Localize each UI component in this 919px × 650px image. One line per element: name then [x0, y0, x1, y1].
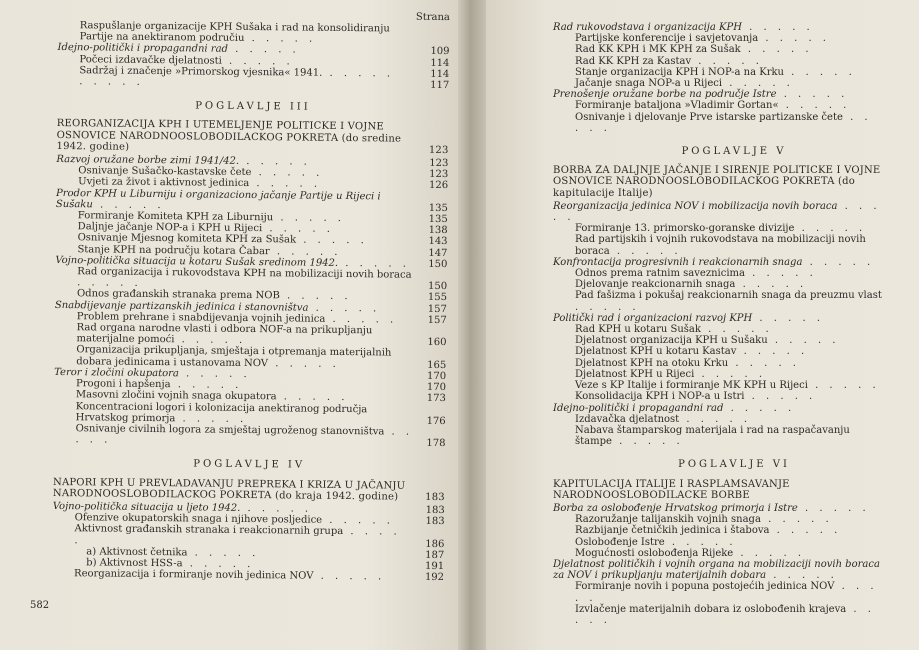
- toc-entry-page: 135: [428, 213, 448, 226]
- toc-entry-title: Konsolidacija KPH i NOP-a u Istri: [575, 391, 745, 403]
- leader-dots: . . . . .: [784, 66, 856, 78]
- toc-entry-page: 123: [429, 169, 449, 181]
- toc-entry-page: 109: [430, 46, 450, 58]
- toc-entry-title: Veze s KP Italije i formiranje MK KPH u Rijeci: [575, 380, 808, 392]
- toc-entry-title: Rad KK KPH i MK KPH za Sušak: [575, 44, 741, 56]
- toc-entry-title: Djelatnost KPH u kotaru Kastav: [575, 346, 737, 358]
- toc-entry-title: Osnivanje civilnih logora za smještaj ugroženog stanovništva: [75, 423, 385, 438]
- leader-dots: . . . . .: [295, 234, 368, 247]
- leader-dots: . . . . .: [79, 76, 144, 88]
- toc-entry: [553, 335, 915, 346]
- toc-entry-title: Reorganizacija i formiranje novih jedinica NOV: [74, 568, 314, 582]
- leader-dots: . . . . .: [240, 502, 313, 515]
- toc-entry-title: Prodor KPH u Liburniju i organizaciono jačanje Partije u Rijeci i Sušaku: [55, 187, 381, 211]
- toc-entry-title: Jačanje snaga NOP-a u Rijeci: [575, 78, 723, 90]
- toc-entry-title: Izvlačenje materijalnih dobara iz oslobođenih krajeva: [575, 603, 847, 615]
- chapter-4-title: [53, 476, 445, 503]
- toc-entry: [553, 234, 915, 256]
- toc-entry-page: 160: [427, 337, 447, 349]
- leader-dots: . . . . .: [723, 402, 796, 414]
- toc-entry: [553, 425, 915, 447]
- toc-entry: [553, 537, 915, 548]
- toc-entry-page: 157: [427, 314, 447, 326]
- toc-entry-title: Partijske konferencije i savjetovanja: [575, 33, 759, 45]
- toc-entry-title: Progoni i hapšenja: [76, 378, 171, 391]
- leader-dots: . . . . .: [744, 391, 817, 403]
- toc-entry-title: Rad organa narodne vlasti i odbora NOF-a na prikupljanju materijalne pomoći: [76, 322, 373, 346]
- leader-dots: . . . . .: [794, 223, 867, 235]
- leader-dots: . . . . .: [74, 526, 401, 546]
- leader-dots: . . . . .: [807, 380, 880, 392]
- chapter-4-heading: POGLAVLJE IV: [193, 458, 306, 471]
- toc-entry-title: Počeci izdavačke djelatnosti: [79, 53, 222, 67]
- toc-entry-title: Masovni zločini vojnih snaga okupatora: [75, 389, 277, 403]
- leader-dots: . . . . .: [700, 324, 773, 336]
- toc-entry-page: 191: [425, 560, 445, 573]
- leader-dots: . . . . .: [736, 346, 809, 358]
- toc-entry-title: Mogućnosti oslobođenja Rijeke: [575, 547, 734, 559]
- leader-dots: . . . . .: [239, 155, 311, 168]
- chapter-5-title: [553, 165, 915, 199]
- chapter-5-heading: POGLAVLJE V: [681, 146, 787, 158]
- leader-dots: . . . . .: [178, 368, 251, 380]
- toc-entry-title: Koncentracioni logori i kolonizacija anektiranog područja Hrvatskog primorja: [75, 400, 368, 424]
- leader-dots: . . . . .: [575, 581, 878, 604]
- toc-entry-page: 150: [428, 258, 448, 270]
- toc-entry-title: Problem prehrane i snabdijevanja vojnih jedinica: [76, 311, 326, 325]
- leader-dots: . . . . .: [694, 368, 767, 380]
- toc-entry: [553, 369, 915, 380]
- toc-entry-title: Izdavačka djelatnost: [575, 413, 680, 425]
- toc-entry-page: 186: [425, 538, 445, 550]
- chapter-6-title-text: KAPITULACIJA ITALIJE I RASPLAMSAVANJE NARODNOOSLOBODILACKE BORBE: [553, 478, 790, 501]
- leader-dots: . . . . .: [575, 111, 872, 134]
- toc-entry-title: Snabdijevanje partizanskih jedinica i stanovništva: [54, 299, 309, 314]
- leader-dots: . . . . .: [77, 277, 142, 290]
- chapter-3-heading: POGLAVLJE III: [195, 100, 311, 113]
- leader-dots: . . . . .: [221, 55, 294, 68]
- leader-dots: . . . . .: [174, 334, 247, 347]
- toc-entry-page: 187: [425, 549, 445, 561]
- toc-entry: [553, 89, 915, 100]
- toc-entry: [553, 525, 915, 536]
- toc-entry: [553, 559, 915, 581]
- toc-entry: [553, 324, 915, 335]
- leader-dots: . . . . .: [175, 412, 248, 425]
- leader-dots: . . . . .: [778, 100, 851, 112]
- chapter-4-title-text: NAPORI KPH U PREVLADAVANJU PREPREKA I KRIZA U JAČANJU NARODNOOSLOBODILACKOG POKRETA (do kraja 1942. godine): [52, 476, 406, 503]
- toc-entry: [53, 423, 445, 450]
- leader-dots: . . . . .: [268, 357, 340, 370]
- toc-entry-page: 170: [427, 370, 447, 382]
- toc-entry-title: Formiranje bataljona »Vladimir Gortan«: [575, 100, 779, 112]
- toc-entry: [553, 290, 915, 312]
- toc-entry: [553, 391, 915, 402]
- leader-dots: . . . . .: [279, 290, 352, 303]
- toc-entry-page: 176: [426, 415, 446, 427]
- toc-entry-title: Aktivnost građanskih stranaka i reakcionarnih grupa: [74, 523, 344, 538]
- toc-entry-title: Oslobođenje Istre: [575, 536, 665, 548]
- leader-dots: . . . . .: [325, 313, 398, 326]
- toc-entry: [553, 257, 915, 268]
- toc-entry-title: Sadržaj i značenje »Primorskog vjesnika« 1941.: [79, 65, 323, 79]
- toc-entry-title: Ofenzive okupatorskih snaga i njihove posljedice: [74, 512, 323, 526]
- book-gutter: [458, 0, 486, 650]
- toc-entry: [553, 380, 915, 391]
- chapter-3-title: [56, 118, 448, 156]
- leader-dots: . . . . .: [276, 391, 349, 404]
- leader-dots: . . . . .: [338, 257, 410, 270]
- toc-entry-page: 143: [428, 236, 448, 248]
- toc-entry-page: 138: [428, 225, 448, 237]
- toc-entry-title: Borba za oslobođenje Hrvatskog primorja i Istre: [553, 502, 798, 514]
- toc-entry-title: Razoružanje talijanskih vojnih snaga: [575, 514, 761, 526]
- toc-entry-title: Rad KPH u kotaru Sušak: [575, 324, 701, 336]
- toc-entry-page: 150: [427, 281, 448, 293]
- left-page: [0, 0, 458, 650]
- page-number: 582: [30, 600, 50, 611]
- toc-entry: [553, 414, 915, 425]
- toc-entry-page: 183: [425, 504, 445, 516]
- toc-entry-title: Pad fašizma i pokušaj reakcionarnih snaga da preuzmu vlast: [575, 290, 882, 302]
- leader-dots: . . . . .: [227, 44, 300, 56]
- chapter-3-entries: [53, 154, 448, 449]
- toc-entry-page: 114: [430, 68, 450, 80]
- toc-entry-title: Politički rad i organizacioni razvoj KPH: [553, 312, 753, 324]
- toc-entry: [553, 201, 915, 223]
- toc-entry-title: Nabava štamparskog materijala i rad na raspačavanju štampe: [575, 424, 850, 448]
- chapter-4-title-page: 183: [425, 491, 445, 503]
- toc-entry-title: Idejno-politički i propagandni rad: [57, 42, 229, 56]
- leader-dots: . . . . .: [251, 167, 324, 180]
- toc-entry: [553, 514, 915, 525]
- toc-entry-title: Djelatnost KPH u Rijeci: [575, 368, 695, 380]
- leader-dots: . . . . .: [611, 436, 684, 448]
- leader-dots: . . . . .: [735, 279, 808, 291]
- toc-entry-title: Reorganizacija jedinica NOV i mobilizacija novih boraca: [553, 200, 838, 212]
- chapter-6-title: [553, 479, 915, 501]
- toc-entry: [553, 100, 915, 111]
- leader-dots: . . . . .: [733, 547, 806, 559]
- toc-entry-title: Vojno-politička situacija u ljeto 1942.: [52, 500, 241, 514]
- chapter-4-entries: [52, 501, 445, 584]
- toc-entry-title: a) Aktivnost četnika: [86, 546, 188, 559]
- leader-dots: . . . . .: [752, 312, 825, 324]
- chapter-6-heading: POGLAVLJE VI: [678, 459, 790, 471]
- left-toc: [52, 8, 450, 583]
- toc-entry-title: Daljnje jačanje NOP-a i KPH u Rijeci: [77, 221, 263, 235]
- leader-dots: . . . . .: [758, 33, 830, 45]
- leader-dots: . . . . .: [75, 426, 414, 446]
- leader-dots: . . . . .: [308, 302, 381, 315]
- toc-entry-title: Idejno-politički i propagandni rad: [553, 402, 724, 414]
- toc-entry-title: Osnivanje Sušačko-kastavske čete: [78, 165, 252, 179]
- leader-dots: . . . . .: [802, 256, 875, 268]
- toc-entry: [553, 604, 915, 626]
- toc-entry: [553, 268, 915, 279]
- left-pre-entries: [57, 20, 450, 91]
- toc-entry-title: Stanje KPH na području kotara Čabar: [77, 243, 270, 257]
- toc-entry-title: Razvoj oružane borbe zimi 1941/42.: [56, 154, 240, 167]
- chapter-6-entries: [553, 503, 915, 626]
- leader-dots: . . . . .: [170, 379, 243, 392]
- leader-dots: . . . . .: [244, 33, 317, 45]
- toc-entry-title: Odnos prema ratnim saveznicima: [575, 268, 745, 280]
- toc-entry-title: Formiranje novih i popuna postojećih jedinica NOV: [575, 581, 835, 593]
- toc-entry-title: Uvjeti za život i aktivnost jedinica: [78, 176, 250, 190]
- chapter-3-title-text: REORGANIZACIJA KPH I UTEMELJENJE POLITICKE I VOJNE OSNOVICE NARODNOOSLOBODILACKOG POKRETA (do sredine 1942. godine): [56, 118, 402, 153]
- toc-entry-title: Rad organizacija i rukovodstava KPH na mobilizaciji novih boraca: [77, 266, 412, 281]
- toc-entry-title: Osnivanje Mjesnog komiteta KPH za Sušak: [77, 232, 297, 246]
- toc-entry: [553, 56, 915, 67]
- toc-entry-title: Rad partijskih i vojnih rukovodstava na mobilizaciji novih boraca: [575, 234, 866, 257]
- leader-dots: . . . . .: [92, 199, 165, 211]
- toc-entry: [553, 358, 915, 369]
- leader-dots: . . . . .: [262, 223, 335, 236]
- leader-dots: . . . . .: [767, 335, 840, 347]
- leader-dots: . . . . .: [744, 268, 817, 280]
- toc-entry-page: 147: [428, 247, 448, 259]
- leader-dots: . . . . .: [273, 212, 346, 225]
- toc-entry-page: 178: [426, 437, 446, 450]
- toc-entry: [553, 279, 915, 290]
- toc-entry-title: Rad KK KPH za Kastav: [575, 55, 692, 67]
- leader-dots: . . . . .: [313, 570, 386, 583]
- leader-dots: . . . . .: [797, 502, 870, 514]
- toc-entry: [553, 548, 915, 559]
- leader-dots: . . . . .: [691, 55, 763, 67]
- toc-entry-title: Raspušlanje organizacije KPH Sušaka i rad na konsolidiranju Partije na anektiranom područiu: [79, 20, 390, 45]
- toc-entry-page: 117: [430, 79, 450, 92]
- chapter-5-entries: [553, 201, 915, 447]
- toc-entry: [553, 22, 915, 33]
- toc-entry: [553, 581, 915, 603]
- right-pre-entries: [553, 22, 915, 134]
- page-column-label: Strana: [415, 11, 450, 24]
- toc-entry-page: 157: [427, 303, 447, 315]
- toc-entry-page: 192: [424, 572, 445, 584]
- leader-dots: . . . . .: [182, 558, 255, 571]
- toc-entry: [553, 403, 915, 414]
- toc-entry-title: Odnos građanskih stranaka prema NOB: [76, 288, 280, 302]
- leader-dots: . . . . .: [575, 301, 640, 313]
- leader-dots: . . . . .: [741, 22, 814, 33]
- toc-entry-page: 170: [426, 381, 447, 394]
- chapter-3-title-page: 123: [428, 144, 449, 156]
- leader-dots: . . . . .: [249, 178, 322, 191]
- toc-entry: [553, 78, 915, 89]
- toc-entry-page: 123: [429, 157, 449, 170]
- leader-dots: . . . . .: [553, 200, 881, 224]
- toc-entry-title: b) Aktivnost HSS-a: [86, 557, 183, 570]
- leader-dots: . . . . .: [740, 44, 813, 56]
- toc-entry-title: Djelatnost političkih i vojnih organa na mobilizaciji novih boraca za NOV i prikupljanju materijalnih dobara: [553, 558, 880, 582]
- toc-entry-page: 165: [427, 359, 447, 371]
- toc-entry: [553, 223, 915, 234]
- toc-entry-page: 135: [428, 202, 448, 214]
- toc-entry: [553, 33, 915, 44]
- toc-entry-title: Vojno-politička situacija u kotaru Sušak sredinom 1942.: [55, 254, 339, 269]
- leader-dots: . . . . .: [679, 413, 752, 425]
- toc-entry: [553, 67, 915, 78]
- toc-entry-title: Djelovanje reakcionarnih snaga: [575, 279, 736, 291]
- toc-entry-title: Konfrontacija progresivnih i reakcionarnih snaga: [553, 256, 803, 268]
- toc-entry-page: 183: [425, 516, 445, 528]
- toc-entry: [553, 313, 915, 324]
- leader-dots: . . . . .: [728, 357, 800, 369]
- leader-dots: . . . . .: [766, 570, 838, 582]
- toc-entry-title: Djelatnost organizacija KPH u Sušaku: [575, 335, 768, 347]
- toc-entry-title: Rad rukovodstava i organizacija KPH: [553, 22, 742, 33]
- leader-dots: . . . . .: [322, 514, 394, 527]
- toc-entry-title: Formiranje Komiteta KPH za Liburniju: [77, 210, 274, 224]
- toc-entry: [553, 112, 915, 134]
- toc-entry-title: Organizacija prikupljanja, smještaja i otpremanja materijalnih dobara jedinicama i ustanovama NOV: [76, 344, 392, 369]
- leader-dots: . . . . .: [760, 514, 833, 526]
- toc-entry-title: Formiranje 13. primorsko-goranske divizije: [575, 223, 795, 235]
- leader-dots: . . . . .: [769, 525, 842, 537]
- leader-dots: . . . . .: [187, 547, 260, 559]
- toc-entry-title: Djelatnost KPH na otoku Krku: [575, 357, 729, 369]
- toc-entry-title: Prenošenje oružane borbe na područje Istre: [553, 89, 777, 101]
- toc-entry-title: Stanje organizacija KPH i NOP-a na Krku: [575, 66, 784, 78]
- toc-entry-title: Teror i zločini okupatora: [54, 366, 179, 380]
- toc-entry-page: 155: [427, 292, 448, 304]
- leader-dots: . . . . .: [776, 89, 849, 101]
- leader-dots: . . . . .: [575, 603, 875, 626]
- toc-entry-title: Osnivanje i djelovanje Prve istarske partizanske čete: [575, 111, 843, 123]
- toc-entry-page: 173: [426, 393, 446, 405]
- right-toc: [553, 22, 915, 626]
- toc-entry: [553, 346, 915, 357]
- leader-dots: . . . . .: [609, 245, 682, 257]
- leader-dots: . . . . .: [269, 245, 342, 258]
- toc-entry-page: 126: [429, 180, 449, 192]
- toc-entry: [553, 503, 915, 514]
- right-page: [486, 0, 919, 650]
- leader-dots: . . . . .: [322, 67, 395, 80]
- leader-dots: . . . . .: [664, 536, 737, 548]
- leader-dots: . . . . .: [722, 78, 794, 90]
- toc-entry-page: 114: [430, 57, 450, 69]
- chapter-5-title-text: BORBA ZA DALJNJE JAČANJE I SIRENJE POLITICKE I VOJNE OSNOVICE NARODNOOSLOBODILACKOG POKRETA (do kapitulacije Italije): [553, 165, 881, 199]
- toc-entry: [553, 44, 915, 55]
- toc-entry-title: Razbijanje četničkih jedinica i štabova: [575, 525, 770, 537]
